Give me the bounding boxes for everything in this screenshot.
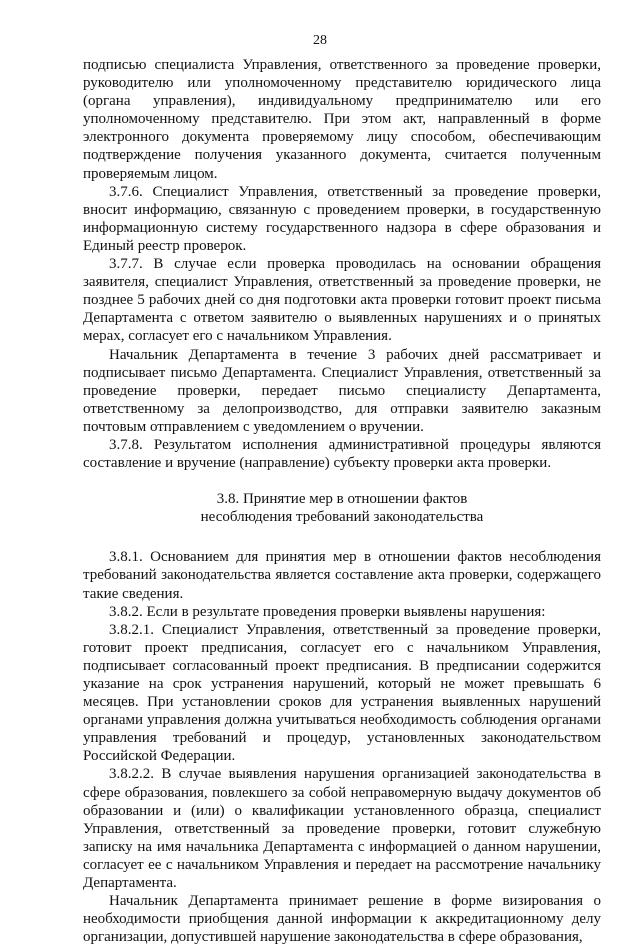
paragraph-3-7-7-continued: Начальник Департамента в течение 3 рабочих дней рассматривает и подписывает письмо Департамента. Специалист Управления, ответственный за проведение проверки, передает письмо специалисту Департамента, ответственному за делопроизводство, для отправки заявителю заказным почтовым отправлением с уведомлением о вручении. [83, 346, 601, 435]
page-number: 28 [313, 33, 327, 48]
paragraph-3-8-2-2: 3.8.2.2. В случае выявления нарушения организацией законодательства в сфере образования, повлекшего за собой неправомерную выдачу документов об образовании и (или) о квалификации установленного образца, специалист Управления, ответственный за проведение проверки, готовит служебную записку на имя начальника Департамента с информацией о данном нарушении, согласует ее с начальником Управления и передает на рассмотрение начальнику Департамента. [83, 766, 601, 892]
section-heading-3-8-line1: 3.8. Принятие мер в отношении фактов [216, 491, 468, 508]
section-heading-3-8-line2: несоблюдения требований законодательства [200, 509, 484, 526]
paragraph-3-8-2-2-continued: Начальник Департамента принимает решение в форме визирования о необходимости приобщения данной информации к аккредитационному делу организации, допустившей нарушение законодательства в сфере образования, [83, 893, 601, 946]
paragraph-3-7-8: 3.7.8. Результатом исполнения административной процедуры являются составление и вручение (направление) субъекту проверки акта проверки. [83, 436, 601, 472]
paragraph-3-8-2-1: 3.8.2.1. Специалист Управления, ответственный за проведение проверки, готовит проект предписания, согласует его с начальником Управления, подписывает согласованный проект предписания. В предписании содержится указание на срок устранения нарушений, который не может превышать 6 месяцев. При установлении сроков для устранения выявленных нарушений органами управления должна учитываться необходимость соблюдения органами управления требований и процедур, установленных законодательством Российской Федерации. [83, 621, 601, 765]
paragraph-continuation: подписью специалиста Управления, ответственного за проведение проверки, руководителю или уполномоченному представителю юридического лица (органа управления), индивидуальному предпринимателю или его уполномоченному представителю. При этом акт, направленный в форме электронного документа проверяемому лицу способом, обеспечивающим подтверждение получения указанного документа, считается полученным проверяемым лицом. [83, 57, 601, 182]
paragraph-3-7-7: 3.7.7. В случае если проверка проводилась на основании обращения заявителя, специалист Управления, ответственный за проведение проверки, не позднее 5 рабочих дней со дня подготовки акта проверки готовит проект письма Департамента с ответом заявителю о выявленных нарушениях и о принятых мерах, согласует его с начальником Управления. [83, 256, 601, 345]
paragraph-3-8-1: 3.8.1. Основанием для принятия мер в отношении фактов несоблюдения требований законодательства является составление акта проверки, содержащего такие сведения. [83, 549, 601, 602]
paragraph-3-7-6: 3.7.6. Специалист Управления, ответственный за проведение проверки, вносит информацию, связанную с проведением проверки, в государственную информационную систему государственного надзора в сфере образования и Единый реестр проверок. [83, 183, 601, 254]
paragraph-3-8-2: 3.8.2. Если в результате проведения проверки выявлены нарушения: [109, 603, 546, 620]
document-body [83, 56, 601, 946]
